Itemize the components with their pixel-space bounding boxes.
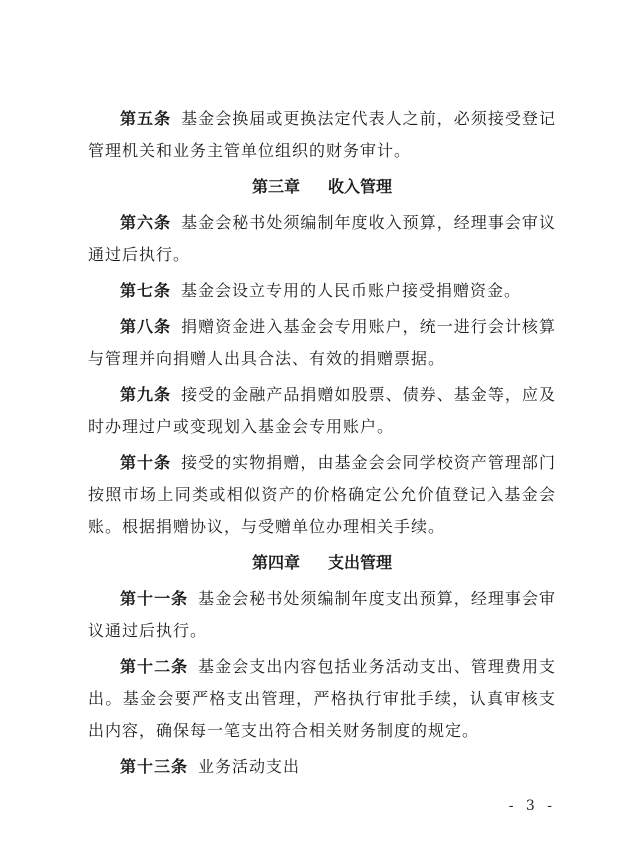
article-12 [88, 651, 556, 747]
article-text: 接受的实物捐赠，由基金会会同学校资产管理部门按照市场上同类或相似资产的价格确定公允价值登记入基金会账。根据捐赠协议，与受赠单位办理相关手续。 [88, 453, 556, 536]
article-label: 第十一条 [120, 589, 189, 608]
article-text: 基金会秘书处须编制年度支出预算，经理事会审议通过后执行。 [88, 589, 556, 640]
article-text: 业务活动支出 [198, 757, 301, 776]
article-label: 第六条 [120, 213, 172, 232]
article-11 [88, 583, 556, 647]
article-5 [88, 103, 556, 167]
article-text: 基金会换届或更换法定代表人之前，必须接受登记管理机关和业务主管单位组织的财务审计。 [88, 109, 556, 160]
chapter-heading-3 [88, 171, 556, 203]
article-6 [88, 207, 556, 271]
article-7 [88, 275, 556, 307]
article-text: 接受的金融产品捐赠如股票、债券、基金等，应及时办理过户或变现划入基金会专用账户。 [88, 385, 556, 436]
chapter-number: 第四章 [251, 553, 300, 572]
article-label: 第八条 [120, 317, 172, 336]
page-number: - 3 - [508, 798, 556, 814]
chapter-title: 支出管理 [328, 553, 393, 572]
article-label: 第十二条 [120, 657, 189, 676]
article-label: 第十条 [120, 453, 172, 472]
article-9 [88, 379, 556, 443]
chapter-heading-4 [88, 547, 556, 579]
document-body [88, 103, 556, 787]
article-label: 第十三条 [120, 757, 189, 776]
article-text: 基金会支出内容包括业务活动支出、管理费用支出。基金会要严格支出管理，严格执行审批手续，认真审核支出内容，确保每一笔支出符合相关财务制度的规定。 [88, 657, 556, 740]
chapter-number: 第三章 [251, 177, 300, 196]
article-label: 第七条 [120, 281, 172, 300]
article-text: 基金会设立专用的人民币账户接受捐赠资金。 [181, 281, 522, 300]
article-13 [88, 751, 556, 783]
article-8 [88, 311, 556, 375]
article-text: 捐赠资金进入基金会专用账户，统一进行会计核算与管理并向捐赠人出具合法、有效的捐赠票据。 [88, 317, 556, 368]
article-label: 第五条 [120, 109, 172, 128]
chapter-title: 收入管理 [328, 177, 393, 196]
article-text: 基金会秘书处须编制年度收入预算，经理事会审议通过后执行。 [88, 213, 556, 264]
article-label: 第九条 [120, 385, 172, 404]
article-10 [88, 447, 556, 543]
